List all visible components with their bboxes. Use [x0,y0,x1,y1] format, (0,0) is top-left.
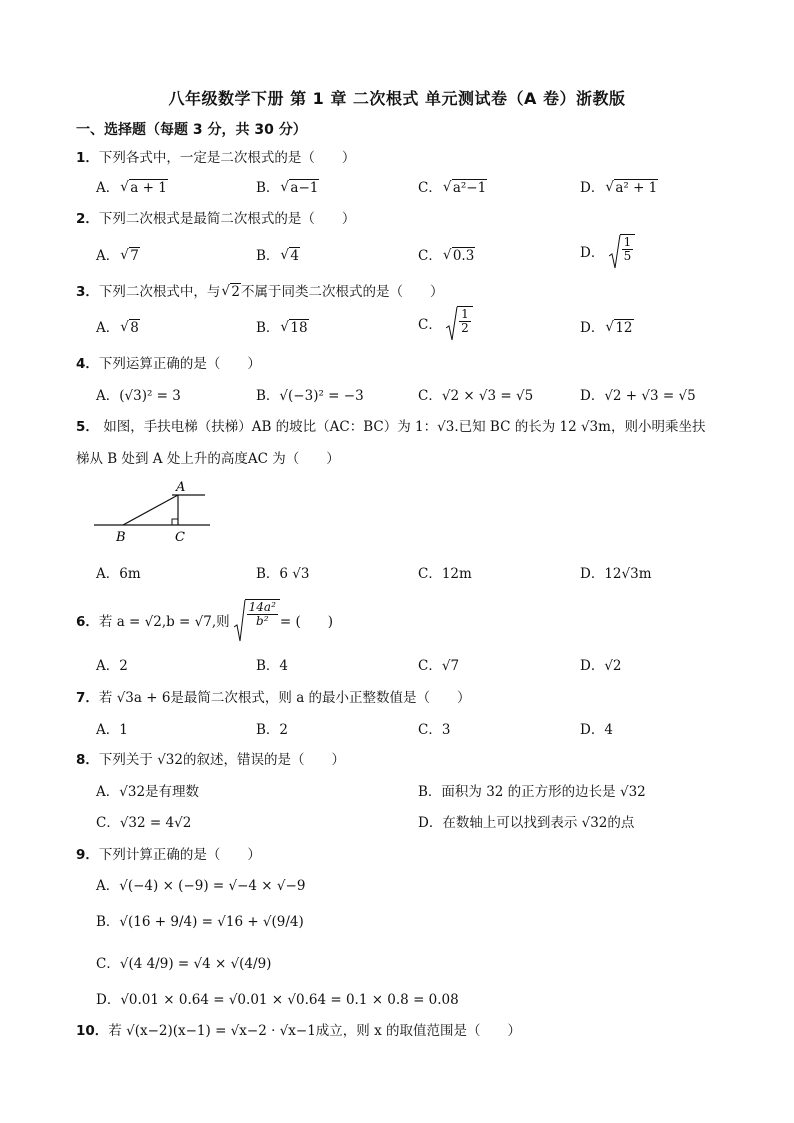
option-label: D． [580,388,605,404]
option-label: B． [256,320,280,336]
option-value: 4 [279,658,289,674]
denominator: 2 [461,321,469,335]
option-value: 12√3m [604,566,652,582]
q6-option-d[interactable] [580,654,622,674]
right-angle-mark [172,519,178,525]
question-number: 7． [76,690,99,706]
question-number: 1． [76,150,99,166]
option-label: D． [580,320,605,336]
q3-option-c[interactable] [418,306,473,340]
radical [605,180,658,196]
question-text: 若 a = √2,b = √7,则 [98,614,230,630]
q9-option-d[interactable]: D．√0.01 × 0.64 = √0.01 × √0.64 = 0.1 × 0.8 = 0.08 [96,992,459,1008]
option-label: C． [418,248,442,264]
question-5-line2: 梯从 B 处到 A 处上升的高度AC 为（ ） [76,451,340,467]
option-value: 2 [119,658,128,674]
label-a: A [176,480,186,495]
radical [605,320,633,336]
q9-option-a[interactable]: A．√(−4) × (−9) = √−4 × √−9 [96,878,306,894]
section-heading: 一、选择题（每题 3 分，共 30 分） [76,122,307,138]
q5-option-a[interactable] [96,562,141,582]
question-text-tail: = ( ) [279,614,334,630]
radical [280,320,308,336]
q5-option-d[interactable] [580,562,652,582]
denominator: b² [256,614,269,628]
escalator-diagram [90,478,220,550]
q3-option-b[interactable] [256,316,309,336]
q3-option-d[interactable] [580,316,634,336]
escalator-line [123,495,178,525]
option-label: D． [580,722,605,738]
q1-option-d[interactable] [580,176,658,196]
q6-option-b[interactable] [256,654,288,674]
option-expression: √(4 4/9) = √4 × √(4/9) [119,956,272,972]
option-label: B． [256,180,280,196]
q6-option-a[interactable] [96,654,128,674]
option-expression: √2 + √3 = √5 [604,388,696,404]
option-label: B． [256,566,280,582]
option-label: C． [418,658,442,674]
question-10 [76,1019,521,1039]
question-text: 如图，手扶电梯（扶梯）AB 的坡比（AC：BC）为 1：√3.已知 BC 的长为 12 √3m，则小明乘坐扶 [103,419,706,435]
question-text: 若 √3a + 6是最简二次根式，则 a 的最小正整数值是（ ） [98,690,471,706]
option-label: A． [96,658,120,674]
q1-option-c[interactable] [418,176,487,196]
radicand: a−1 [290,180,319,196]
option-expression: (√3)² = 3 [119,388,181,404]
option-label: C． [418,566,442,582]
radicand: 7 [130,248,139,264]
radical [446,306,473,340]
option-label: D． [580,566,605,582]
q2-option-d[interactable] [580,234,635,268]
question-number: 6． [76,614,99,630]
q5-option-b[interactable] [256,562,310,582]
option-label: A． [96,388,120,404]
question-5 [76,415,705,435]
option-value: 6m [119,566,141,582]
option-value: 1 [119,722,128,738]
q7-option-a[interactable] [96,718,128,738]
question-6 [76,598,333,642]
q6-option-c[interactable] [418,654,459,674]
option-label: C． [418,722,442,738]
q9-option-c[interactable] [96,952,271,972]
q4-option-a[interactable] [96,384,181,404]
option-value: √7 [441,658,460,674]
radicand: 0.3 [452,248,475,264]
option-label: C． [418,317,442,333]
q9-option-b[interactable] [96,910,304,930]
question-9 [76,843,261,863]
question-8 [76,748,345,768]
q7-option-c[interactable] [418,718,450,738]
option-label: C． [418,180,442,196]
numerator: 1 [623,235,632,249]
question-text-tail: 不属于同类二次根式的是（ ） [241,284,444,300]
option-value: 3 [441,722,451,738]
question-4 [76,352,261,372]
question-text: 下列计算正确的是（ ） [98,847,261,863]
radicand: a²−1 [452,180,487,196]
option-expression: √(−3)² = −3 [279,388,364,404]
label-b: B [116,530,126,545]
numerator: 1 [461,307,469,321]
denominator: 5 [623,249,632,263]
radical [120,320,140,336]
option-label: B． [256,388,280,404]
option-label: D． [580,658,605,674]
question-number: 3． [76,284,99,300]
radical [120,248,140,264]
question-number: 8． [76,752,99,768]
question-3 [76,280,444,300]
option-label: B． [256,248,280,264]
q2-option-b[interactable] [256,244,300,264]
page-title: 八年级数学下册 第 1 章 二次根式 单元测试卷（A 卷）浙教版 [168,89,626,108]
question-number: 10． [76,1023,109,1039]
option-label: B． [96,914,120,930]
numerator: 14a² [248,600,276,614]
q7-option-d[interactable] [580,718,613,738]
q4-option-c[interactable] [418,384,533,404]
question-number: 9． [76,847,99,863]
option-label: D． [580,245,605,261]
radical [443,248,475,264]
question-text: 下列各式中，一定是二次根式的是（ ） [98,150,356,166]
option-value: 12m [441,566,472,582]
option-label: C． [418,388,442,404]
option-value: 6 √3 [279,566,310,582]
option-value: 2 [279,722,289,738]
question-1 [76,146,355,166]
radical [609,234,636,268]
q8-option-c[interactable]: C．√32 = 4√2 [96,815,192,831]
option-label: A． [96,180,120,196]
radical [280,248,300,264]
radicand: 8 [130,320,139,336]
q8-option-a[interactable]: A．√32是有理数 [96,784,200,800]
radicand: a² + 1 [615,180,658,196]
question-number: 4． [76,356,99,372]
option-label: D． [580,180,605,196]
radical [221,284,241,300]
q7-option-b[interactable] [256,718,288,738]
radical [443,180,487,196]
q3-option-a[interactable] [96,316,140,336]
question-text: 下列运算正确的是（ ） [98,356,261,372]
question-number: 2． [76,211,99,227]
q2-option-c[interactable] [418,244,475,264]
question-text: 下列二次根式是最简二次根式的是（ ） [98,211,356,227]
option-label: C． [96,956,120,972]
option-label: A． [96,320,120,336]
option-label: B． [256,658,280,674]
question-text: 下列二次根式中，与 [98,284,221,300]
radicand: 12 [615,320,633,336]
question-text: 下列关于 √32的叙述，错误的是（ ） [98,752,345,768]
escalator-figure [90,478,220,550]
question-7 [76,686,471,706]
option-value: √2 [604,658,622,674]
question-text: 若 √(x−2)(x−1) = √x−2 · √x−1成立，则 x 的取值范围是（ ） [108,1023,521,1039]
q4-option-d[interactable] [580,384,696,404]
q8-option-d[interactable]: D．在数轴上可以找到表示 √32的点 [418,815,635,831]
radical [234,599,280,641]
question-2 [76,207,355,227]
radicand: 2 [231,284,240,300]
option-expression: √(16 + 9/4) = √16 + √(9/4) [119,914,304,930]
q1-option-a[interactable] [96,176,168,196]
option-label: A． [96,722,120,738]
radicand: 4 [290,248,300,264]
q8-option-b[interactable]: B．面积为 32 的正方形的边长是 √32 [418,784,646,800]
radical [280,180,319,196]
radicand: a + 1 [130,180,167,196]
q1-option-b[interactable] [256,176,319,196]
q4-option-b[interactable] [256,384,364,404]
radical [120,180,168,196]
option-value: 4 [604,722,613,738]
q5-option-c[interactable] [418,562,472,582]
label-c: C [175,530,185,545]
option-label: A． [96,566,120,582]
option-label: A． [96,248,120,264]
q2-option-a[interactable] [96,244,140,264]
question-number: 5． [76,419,99,435]
option-label: B． [256,722,280,738]
option-expression: √2 × √3 = √5 [441,388,534,404]
radicand: 18 [290,320,308,336]
